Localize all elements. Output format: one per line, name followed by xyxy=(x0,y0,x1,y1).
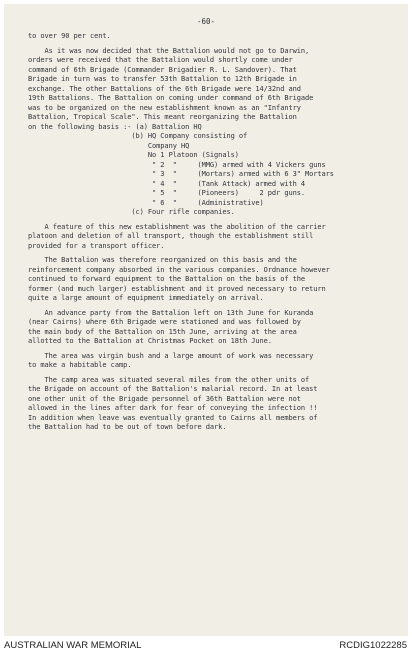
text-line: the Brigade on account of the Battalion's malarial record. In at least xyxy=(28,385,318,393)
text-line: " 6 " (Administrative) xyxy=(28,198,264,207)
text-line: command of 6th Brigade (Commander Brigadier R. L. Sandover). That xyxy=(28,65,297,74)
text-line: to make a habitable camp. xyxy=(28,361,132,369)
text-line: reinforcement company absorbed in the various companies. Ordnance however xyxy=(28,265,330,274)
text-line: The Battalion was therefore reorganized on this basis and the xyxy=(28,256,297,264)
page-number: -60- xyxy=(196,17,216,26)
text-line: the main body of the Battalion on 15th June, arriving at the area xyxy=(28,327,297,336)
text-line: " 3 " (Mortars) armed with 6 3" Mortars xyxy=(28,170,334,178)
text-line: As it was now decided that the Battalion would not go to Darwin, xyxy=(28,46,310,55)
text-line: The camp area was situated several miles from the other units of xyxy=(28,375,310,384)
text-line: quite a large amount of equipment immediately on arrival. xyxy=(28,294,264,302)
text-line: allotted to the Battalion at Christmas Pocket on 18th June. xyxy=(28,337,272,345)
footer-record-id: RCDIG1022285 xyxy=(339,640,407,651)
text-line: orders were received that the Battalion would shortly come under xyxy=(28,56,293,64)
text-line: continued to forward equipment to the Battalion on the basis of the xyxy=(28,275,306,283)
text-line: " 5 " (Pioneers) 2 pdr guns. xyxy=(28,189,306,197)
text-line: Battalion, Tropical Scale". This meant reorganizing the Battalion xyxy=(28,113,297,121)
text-line: (near Cairns) where 6th Brigade were stationed and was followed by xyxy=(28,318,301,326)
text-line: Brigade in turn was to transfer 53th Battalion to 12th Brigade in xyxy=(28,75,297,83)
text-line: The area was virgin bush and a large amount of work was necessary xyxy=(28,351,314,360)
text-line: on the following basis :- (a) Battalion HQ xyxy=(28,122,202,131)
text-line: platoon and deletion of all transport, though the establishment still xyxy=(28,232,314,240)
archive-footer xyxy=(0,636,412,654)
footer-archive-name: AUSTRALIAN WAR MEMORIAL xyxy=(4,640,142,651)
text-line: 19th Battalions. The Battalion on coming under command of 6th Brigade xyxy=(28,94,314,102)
text-line: " 2 " (MMG) armed with 4 Vickers guns xyxy=(28,160,326,169)
text-line: exchange. The other Battalions of the 6th Brigade were 14/32nd and xyxy=(28,84,301,93)
text-line: the Battalion had to be out of town before dark. xyxy=(28,423,227,431)
text-line: former (and much larger) establishment and it proved necessary to return xyxy=(28,284,326,293)
text-line: A feature of this new establishment was the abolition of the carrier xyxy=(28,222,326,231)
text-line: No 1 Platoon (Signals) xyxy=(28,151,239,159)
document-body xyxy=(28,32,393,433)
text-line: " 4 " (Tank Attack) armed with 4 xyxy=(28,179,306,188)
text-line: was to be organized on the new establishment known as an "Infantry xyxy=(28,103,301,112)
text-line: provided for a transport officer. xyxy=(28,241,165,250)
text-line: (c) Four rifle companies. xyxy=(28,208,235,216)
text-line: one other unit of the Brigade personnel of 36th Battalion were not xyxy=(28,394,301,403)
text-line: An advance party from the Battalion left on 13th June for Kuranda xyxy=(28,308,314,317)
text-line: In addition when leave was eventually granted to Cairns all members of xyxy=(28,413,318,422)
text-line: allowed in the lines after dark for fear of conveying the infection !! xyxy=(28,404,318,412)
document-page xyxy=(4,4,408,636)
text-line: (b) HQ Company consisting of xyxy=(28,132,248,140)
text-line: to over 90 per cent. xyxy=(28,32,111,40)
text-line: Company HQ xyxy=(28,141,190,150)
